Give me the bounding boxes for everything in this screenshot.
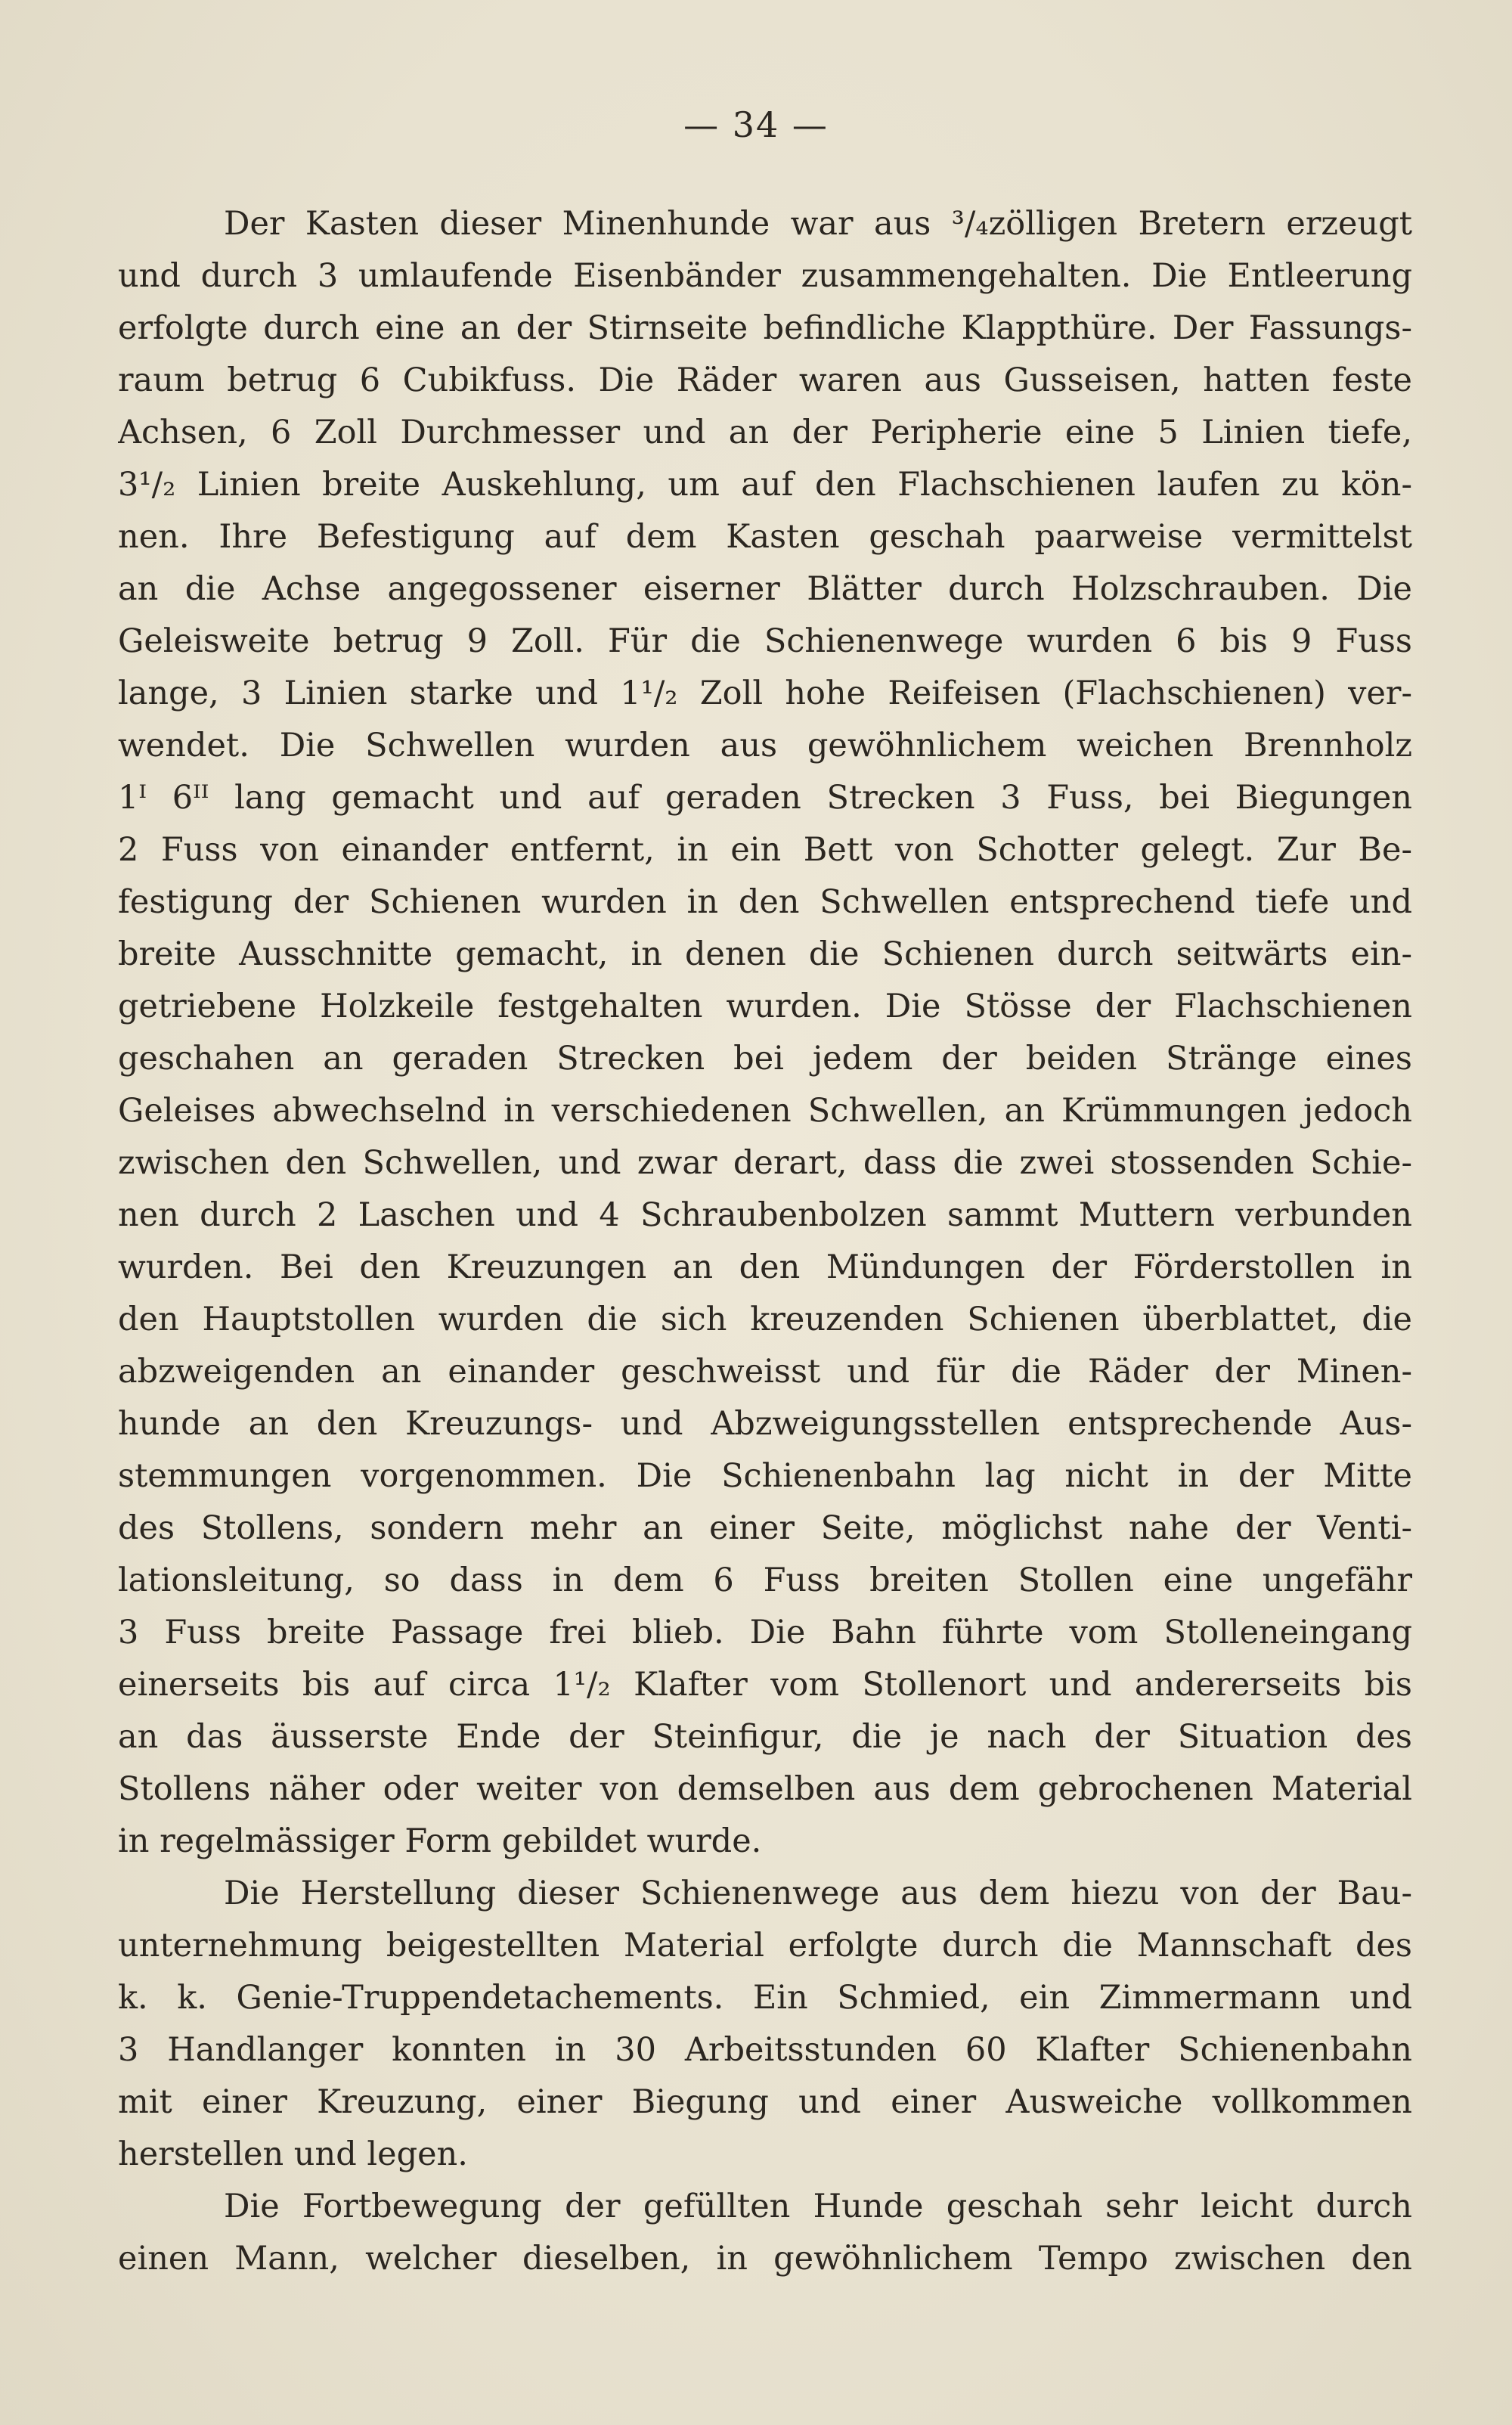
text-line: einerseits bis auf circa 1¹/₂ Klafter vom Stollenort und andererseits bis xyxy=(118,1666,1412,1704)
text-line: raum betrug 6 Cubikfuss. Die Räder waren aus Gusseisen, hatten feste xyxy=(118,361,1412,399)
text-line: an das äusserste Ende der Steinfigur, die je nach der Situation des xyxy=(118,1718,1412,1756)
text-line: Stollens näher oder weiter von demselben aus dem gebrochenen Material xyxy=(118,1770,1412,1808)
text-line: zwischen den Schwellen, und zwar derart, dass die zwei stossenden Schie- xyxy=(118,1144,1412,1182)
text-line: 3 Fuss breite Passage frei blieb. Die Bahn führte vom Stolleneingang xyxy=(118,1614,1412,1651)
body-text xyxy=(118,198,1412,2285)
text-line: 3¹/₂ Linien breite Auskehlung, um auf den Flachschienen laufen zu kön- xyxy=(118,466,1412,504)
text-line: Achsen, 6 Zoll Durchmesser und an der Peripherie eine 5 Linien tiefe, xyxy=(118,414,1412,451)
text-line: abzweigenden an einander geschweisst und für die Räder der Minen- xyxy=(118,1353,1412,1391)
text-line: geschahen an geraden Strecken bei jedem der beiden Stränge eines xyxy=(118,1040,1412,1078)
text-line: Geleisweite betrug 9 Zoll. Für die Schienenwege wurden 6 bis 9 Fuss xyxy=(118,622,1412,660)
text-line: den Hauptstollen wurden die sich kreuzenden Schienen überblattet, die xyxy=(118,1301,1412,1338)
text-line: mit einer Kreuzung, einer Biegung und einer Ausweiche vollkommen xyxy=(118,2083,1412,2121)
text-line: wendet. Die Schwellen wurden aus gewöhnlichem weichen Brennholz xyxy=(118,727,1412,764)
text-line: Die Fortbewegung der gefüllten Hunde geschah sehr leicht durch xyxy=(224,2188,1412,2225)
text-line: Die Herstellung dieser Schienenwege aus dem hiezu von der Bau- xyxy=(224,1875,1412,1912)
text-line: wurden. Bei den Kreuzungen an den Mündungen der Förderstollen in xyxy=(118,1248,1412,1286)
text-line: breite Ausschnitte gemacht, in denen die Schienen durch seitwärts ein- xyxy=(118,935,1412,973)
text-line: in regelmässiger Form gebildet wurde. xyxy=(118,1822,762,1860)
text-line: stemmungen vorgenommen. Die Schienenbahn lag nicht in der Mitte xyxy=(118,1457,1412,1495)
text-line: festigung der Schienen wurden in den Schwellen entsprechend tiefe und xyxy=(118,883,1412,921)
text-line: 1ᴵ 6ᴵᴵ lang gemacht und auf geraden Strecken 3 Fuss, bei Biegungen xyxy=(118,779,1412,817)
text-line: nen durch 2 Laschen und 4 Schraubenbolzen sammt Muttern verbunden xyxy=(118,1196,1412,1234)
text-line: nen. Ihre Befestigung auf dem Kasten geschah paarweise vermittelst xyxy=(118,518,1412,556)
text-line: k. k. Genie-Truppendetachements. Ein Schmied, ein Zimmermann und xyxy=(118,1979,1412,2017)
text-line: herstellen und legen. xyxy=(118,2135,468,2173)
text-line: lationsleitung, so dass in dem 6 Fuss breiten Stollen eine ungefähr xyxy=(118,1561,1412,1599)
text-line: Der Kasten dieser Minenhunde war aus ³/₄zölligen Bretern erzeugt xyxy=(224,205,1412,243)
text-line: an die Achse angegossener eiserner Blätter durch Holzschrauben. Die xyxy=(118,570,1412,608)
text-line: Geleises abwechselnd in verschiedenen Schwellen, an Krümmungen jedoch xyxy=(118,1092,1412,1130)
text-line: getriebene Holzkeile festgehalten wurden. Die Stösse der Flachschienen xyxy=(118,988,1412,1025)
text-line: 2 Fuss von einander entfernt, in ein Bett von Schotter gelegt. Zur Be- xyxy=(118,831,1412,869)
text-line: unternehmung beigestellten Material erfolgte durch die Mannschaft des xyxy=(118,1927,1412,1964)
text-line: und durch 3 umlaufende Eisenbänder zusammengehalten. Die Entleerung xyxy=(118,257,1412,295)
text-line: lange, 3 Linien starke und 1¹/₂ Zoll hohe Reifeisen (Flachschienen) ver- xyxy=(118,674,1412,712)
text-line: hunde an den Kreuzungs- und Abzweigungsstellen entsprechende Aus- xyxy=(118,1405,1412,1443)
text-line: erfolgte durch eine an der Stirnseite befindliche Klappthüre. Der Fassungs- xyxy=(118,309,1412,347)
page-number: — 34 — xyxy=(683,104,829,145)
text-line: einen Mann, welcher dieselben, in gewöhnlichem Tempo zwischen den xyxy=(118,2240,1412,2278)
text-line: 3 Handlanger konnten in 30 Arbeitsstunden 60 Klafter Schienenbahn xyxy=(118,2031,1412,2069)
text-line: des Stollens, sondern mehr an einer Seite, möglichst nahe der Venti- xyxy=(118,1509,1412,1547)
